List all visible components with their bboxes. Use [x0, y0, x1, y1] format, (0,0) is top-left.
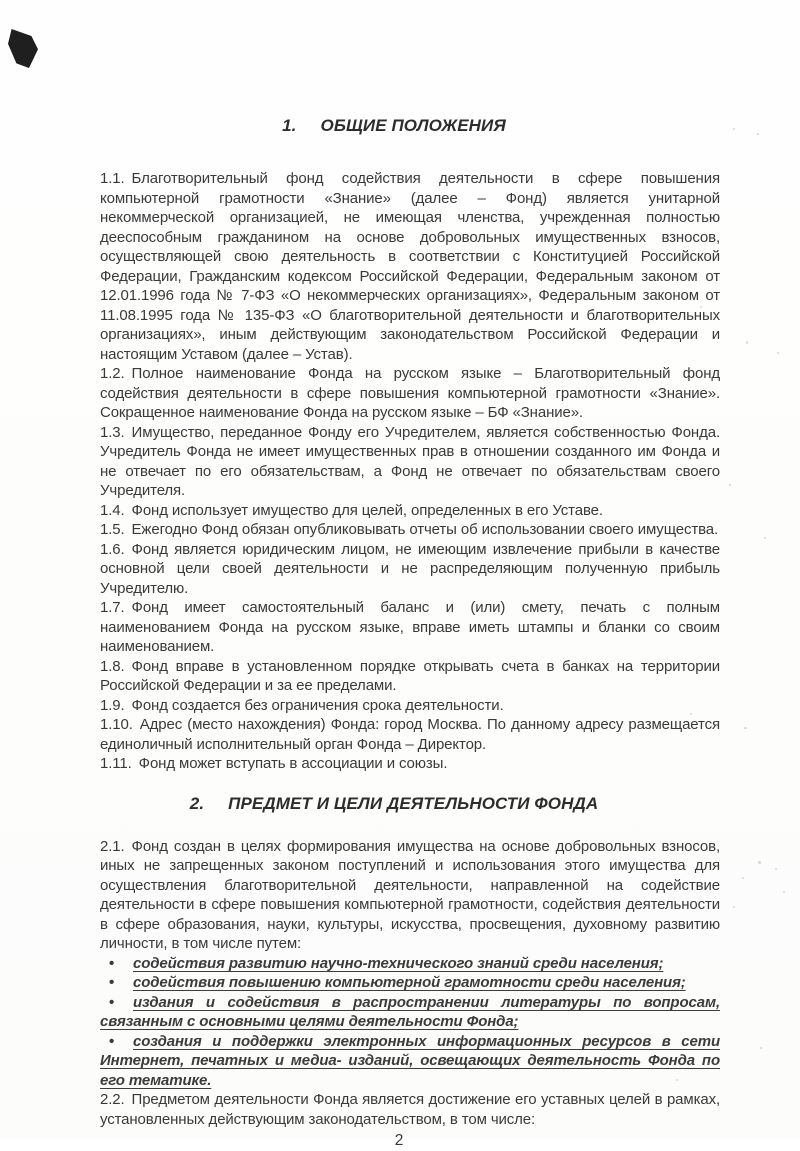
clause-1-10	[100, 715, 720, 754]
scan-speck	[777, 352, 779, 354]
clause-1-7	[100, 598, 720, 657]
clause-1-11	[100, 754, 720, 774]
clause-text: Полное наименование Фонда на русском языке – Благотворительный фонд содействия деятельности в сфере повышения компьютерной грамотности «Знание». Сокращенное наименование Фонда на русском языке – БФ «Знание».	[100, 365, 720, 421]
scan-corner-artifact	[8, 29, 38, 68]
scan-speck	[733, 906, 735, 908]
clause-1-2	[100, 364, 720, 423]
scan-speck	[764, 537, 766, 539]
clause-number: 1.9.	[100, 696, 125, 714]
clause-number: 1.5.	[100, 521, 125, 538]
scan-speck	[775, 868, 777, 870]
clause-text: Адрес (место нахождения) Фонда: город Москва. По данному адресу размещается единоличный исполнительный орган Фонда – Директор.	[100, 716, 720, 753]
clause-2-1	[100, 837, 720, 954]
scan-speck	[783, 891, 785, 893]
scan-speck	[760, 1047, 762, 1049]
goal-text: содействия развитию научно-технического знаний среди населения;	[133, 954, 664, 972]
clause-2-2	[100, 1090, 720, 1129]
clause-text: Фонд создается без ограничения срока деятельности.	[131, 696, 504, 714]
document-content	[100, 0, 720, 1151]
bullet-icon: •	[109, 974, 115, 991]
goal-item-3	[100, 993, 720, 1032]
clause-text: Фонд вправе в установленном порядке открывать счета в банках на территории Российской Федерации и за ее пределами.	[100, 657, 720, 694]
clause-number: 1.8.	[100, 657, 125, 675]
section-2-number: 2.	[189, 793, 205, 813]
page-number: 2	[394, 1132, 404, 1149]
clause-text: Имущество, переданное Фонду его Учредителем, является собственностью Фонда. Учредитель Фонда не имеет имущественных прав в отношении созданного им Фонда и не отвечает по его обязательствам, а Фонд не отвечает по обязательствам своего Учредителя.	[100, 423, 720, 499]
clause-text: Фонд является юридическим лицом, не имеющим извлечение прибыли в качестве основной цели своей деятельности и не распределяющим полученную прибыль Учредителю.	[100, 540, 720, 597]
clause-text: Благотворительный фонд содействия деятельности в сфере повышения компьютерной грамотности «Знание» (далее – Фонд) является унитарной некоммерческой организацией, не имеющая членства, учрежденная полностью дееспособным гражданином на основе добровольных имущественных взносов, осуществляющей свою деятельность в соответствии с Конституцией Российской Федерации, Гражданским кодексом Российской Федерации, Федеральным законом от 12.01.1996 года № 7-ФЗ «О некоммерческих организациях», Федеральным законом от 11.08.1995 года № 135-ФЗ «О благотворительной деятельности и благотворительных организациях», иным действующим законодательством Российской Федерации и настоящим Уставом (далее – Устав).	[100, 170, 720, 363]
goal-item-4	[100, 1032, 720, 1091]
scan-speck	[742, 877, 744, 879]
clause-1-1	[100, 169, 720, 364]
clause-text: Фонд создан в целях формирования имущества на основе добровольных взносов, иных не запрещенных законом поступлений и использования этого имущества для осуществления благотворительной деятельности, направленной на содействие деятельности в сфере повышения компьютерной грамотности, содействия деятельности в сфере образования, науки, культуры, искусства, просвещения, духовному развитию личности, в том числе путем:	[100, 837, 720, 952]
bullet-icon: •	[109, 1032, 115, 1050]
clause-number: 1.2.	[100, 365, 125, 382]
clause-1-6	[100, 540, 720, 599]
clause-1-4	[100, 501, 720, 521]
goal-text: издания и содействия в распространении литературы по вопросам, связанным с основными целями деятельности Фонда;	[100, 993, 720, 1030]
scan-speck	[729, 484, 731, 486]
clause-text: Фонд может вступать в ассоциации и союзы.	[138, 755, 448, 772]
clause-1-8	[100, 657, 720, 696]
scan-speck	[744, 727, 747, 729]
section-1-heading	[84, 116, 704, 136]
clause-number: 1.3.	[100, 423, 125, 441]
clause-number: 1.11.	[100, 755, 132, 772]
clause-text: Ежегодно Фонд обязан опубликовывать отчеты об использовании своего имущества.	[131, 521, 719, 538]
clause-text: Предметом деятельности Фонда является достижение его уставных целей в рамках, установленных действующим законодательством, в том числе:	[100, 1091, 720, 1128]
scan-speck	[746, 341, 748, 344]
scan-speck	[758, 861, 761, 864]
goal-text: создания и поддержки электронных информационных ресурсов в сети Интернет, печатных и медиа- изданий, освещающих деятельность Фонда по его тематике.	[100, 1032, 720, 1089]
clause-number: 2.1.	[100, 837, 125, 855]
section-2-title: ПРЕДМЕТ И ЦЕЛИ ДЕЯТЕЛЬНОСТИ ФОНДА	[228, 793, 599, 813]
clause-text: Фонд имеет самостоятельный баланс и (или) смету, печать с полным наименованием Фонда на русском языке, вправе иметь штампы и бланки со своим наименованием.	[100, 599, 720, 655]
scan-speck	[757, 133, 759, 135]
clause-number: 1.4.	[100, 501, 125, 519]
section-2-heading	[84, 794, 704, 814]
scan-speck	[733, 128, 735, 130]
section-1-number: 1.	[282, 116, 297, 135]
clause-number: 1.7.	[100, 599, 125, 616]
section-1-title: ОБЩИЕ ПОЛОЖЕНИЯ	[320, 116, 506, 135]
clause-number: 1.6.	[100, 540, 125, 558]
bullet-icon: •	[109, 993, 115, 1011]
goal-text: содействия повышению компьютерной грамотности среди населения;	[133, 974, 686, 991]
clause-number: 2.2.	[100, 1091, 125, 1108]
clause-number: 1.10.	[100, 716, 133, 733]
clause-1-3	[100, 423, 720, 501]
clause-text: Фонд использует имущество для целей, определенных в его Уставе.	[131, 501, 603, 519]
goal-item-1	[100, 954, 720, 974]
clause-number: 1.1.	[100, 170, 125, 187]
clause-1-9	[100, 696, 720, 716]
clause-1-5	[100, 520, 720, 540]
bullet-icon: •	[109, 954, 115, 972]
goal-item-2	[100, 973, 720, 993]
